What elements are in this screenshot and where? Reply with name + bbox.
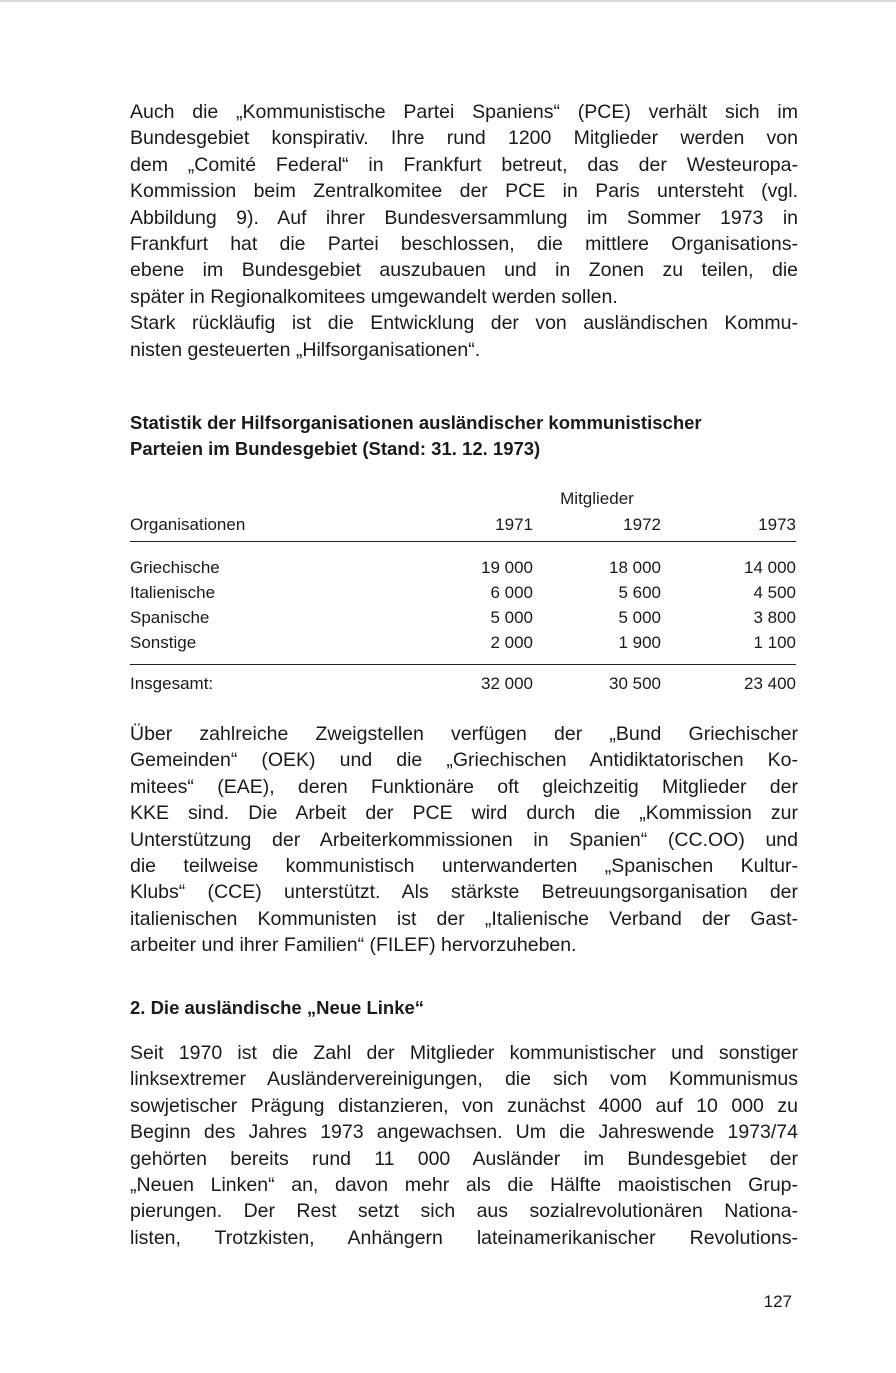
text-line: später in Regionalkomitees umgewandelt werden sollen. (130, 285, 618, 308)
text-line: nisten gesteuerten „Hilfsorganisationen“. (130, 338, 481, 361)
cell-1971: 5 000 (490, 607, 533, 627)
text-line: Frankfurt hat die Partei beschlossen, die mittlere Organisations- (130, 233, 798, 256)
text-line: Unterstützung der Arbeiterkommissionen in Spanien“ (CC.OO) und (130, 828, 798, 851)
column-header-1972: 1972 (533, 509, 661, 542)
cell-1972: 1 900 (618, 632, 661, 652)
group-header-mitglieder: Mitglieder (560, 489, 634, 508)
total-1973: 23 400 (661, 665, 796, 702)
total-1972: 30 500 (533, 665, 661, 702)
text-line: gehörten bereits rund 11 000 Ausländer im Bundesgebiet der (130, 1147, 798, 1170)
cell-1973: 1 100 (753, 632, 796, 652)
cell-1971: 6 000 (490, 582, 533, 602)
cell-1973: 4 500 (753, 582, 796, 602)
column-header-1971: 1971 (430, 509, 533, 542)
text-line: dem „Comité Federal“ in Frankfurt betreut, das der Westeuropa- (130, 153, 798, 176)
text-line: Klubs“ (CCE) unterstützt. Als stärkste Betreuungsorganisation der (130, 881, 798, 904)
text-line: „Neuen Linken“ an, davon mehr als die Hälfte maoistischen Grup- (130, 1174, 798, 1197)
table-total-row (130, 665, 796, 702)
table-title-line: Statistik der Hilfsorganisationen ausländischer kommunistischer (130, 412, 702, 433)
table-header-row (130, 509, 796, 542)
table-group-header-row (130, 485, 796, 509)
text-line: Seit 1970 ist die Zahl der Mitglieder kommunistischer und sonstiger (130, 1042, 798, 1064)
table-title (130, 410, 798, 462)
row-label: Italienische (130, 582, 216, 602)
table-title-line: Parteien im Bundesgebiet (Stand: 31. 12. 1973) (130, 438, 541, 459)
table-row (130, 580, 796, 605)
page-number: 127 (763, 1292, 792, 1311)
table-row (130, 630, 796, 665)
cell-1973: 14 000 (744, 557, 796, 577)
cell-1972: 18 000 (609, 557, 661, 577)
paragraph-pce (130, 99, 798, 363)
text-line: Bundesgebiet konspirativ. Ihre rund 1200 Mitglieder werden von (130, 127, 798, 150)
table-row (130, 542, 796, 581)
text-line: Gemeinden“ (OEK) und die „Griechischen Antidiktatorischen Ko- (130, 749, 798, 772)
text-line: Auch die „Kommunistische Partei Spaniens“ (PCE) verhält sich im (130, 101, 798, 123)
cell-1972: 5 600 (618, 582, 661, 602)
total-1971: 32 000 (430, 665, 533, 702)
column-header-organisationen: Organisationen (130, 509, 430, 542)
scan-edge (0, 0, 896, 2)
row-label: Sonstige (130, 632, 197, 652)
text-line: linksextremer Ausländervereinigungen, die sich vom Kommunismus (130, 1068, 798, 1091)
row-label: Spanische (130, 607, 210, 627)
section-heading-text: 2. Die ausländische „Neue Linke“ (130, 997, 425, 1018)
text-line: KKE sind. Die Arbeit der PCE wird durch die „Kommission zur (130, 802, 798, 825)
membership-table (130, 485, 796, 701)
paragraph-neue-linke (130, 1040, 798, 1251)
text-line: arbeiter und ihrer Familien“ (FILEF) hervorzuheben. (130, 934, 577, 957)
cell-1973: 3 800 (753, 607, 796, 627)
cell-1971: 2 000 (490, 632, 533, 652)
text-line: listen, Trotzkisten, Anhängern lateinamerikanischer Revolutions- (130, 1226, 798, 1249)
text-line: italienischen Kommunisten ist der „Italienische Verband der Gast- (130, 907, 798, 930)
section-heading (130, 995, 798, 1021)
cell-1972: 5 000 (618, 607, 661, 627)
row-label: Griechische (130, 557, 220, 577)
text-line: Kommission beim Zentralkomitee der PCE in Paris untersteht (vgl. (130, 180, 798, 203)
text-line: Über zahlreiche Zweigstellen verfügen der „Bund Griechischer (130, 723, 798, 745)
text-line: Beginn des Jahres 1973 angewachsen. Um die Jahreswende 1973/74 (130, 1121, 798, 1144)
total-label: Insgesamt: (130, 665, 430, 702)
text-line: Stark rückläufig ist die Entwicklung der von ausländischen Kommu- (130, 312, 798, 335)
cell-1971: 19 000 (481, 557, 533, 577)
text-line: mitees“ (EAE), deren Funktionäre oft gleichzeitig Mitglieder der (130, 775, 798, 798)
table-row (130, 605, 796, 630)
text-line: die teilweise kommunistisch unterwanderten „Spanischen Kultur- (130, 855, 798, 878)
text-line: sowjetischer Prägung distanzieren, von zunächst 4000 auf 10 000 zu (130, 1094, 798, 1117)
paragraph-zweigstellen (130, 721, 798, 959)
column-header-1973: 1973 (661, 509, 796, 542)
text-line: ebene im Bundesgebiet auszubauen und in Zonen zu teilen, die (130, 259, 798, 282)
text-line: Abbildung 9). Auf ihrer Bundesversammlung im Sommer 1973 in (130, 206, 798, 229)
text-line: pierungen. Der Rest setzt sich aus sozialrevolutionären Nationa- (130, 1200, 798, 1223)
